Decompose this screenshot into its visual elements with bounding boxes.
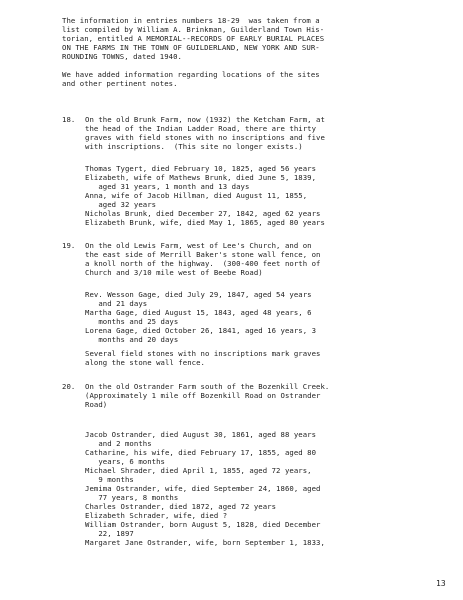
burial-line: Jacob Ostrander, died August 30, 1861, aged 88 years	[85, 430, 317, 439]
intro-line: ROUNDING TOWNS, dated 1940.	[62, 52, 182, 61]
burial-line: Charles Ostrander, died 1872, aged 72 years	[85, 502, 277, 511]
intro-line: The information in entries numbers 18-29 was taken from a	[62, 16, 320, 25]
burial-line: aged 31 years, 1 month and 13 days	[85, 182, 250, 191]
burial-line: Martha Gage, died August 15, 1843, aged 48 years, 6	[85, 308, 312, 317]
burial-line: 77 years, 8 months	[85, 493, 179, 502]
burial-line: Elizabeth Schrader, wife, died ?	[85, 511, 228, 520]
burial-line: Elizabeth, wife of Mathews Brunk, died June 5, 1839,	[85, 173, 317, 182]
entry-desc-line: On the old Brunk Farm, now (1932) the Ketcham Farm, at	[85, 115, 325, 124]
page-number: 13	[436, 579, 446, 588]
note-line: and other pertinent notes.	[62, 79, 178, 88]
entry-desc-line: Church and 3/10 mile west of Beebe Road)	[85, 268, 263, 277]
note-line: We have added information regarding locations of the sites	[62, 70, 320, 79]
entry-desc-line: graves with field stones with no inscriptions and five	[85, 133, 325, 142]
burial-line: Michael Shrader, died April 1, 1855, aged 72 years,	[85, 466, 312, 475]
burial-line: Lorena Gage, died October 26, 1841, aged 16 years, 3	[85, 326, 317, 335]
burial-line: Jemima Ostrander, wife, died September 24, 1860, aged	[85, 484, 321, 493]
burial-line: Rev. Wesson Gage, died July 29, 1847, aged 54 years	[85, 290, 312, 299]
burial-line: William Ostrander, born August 5, 1828, died December	[85, 520, 321, 529]
entry-number: 20.	[62, 382, 76, 391]
burial-line: and 2 months	[85, 439, 152, 448]
burial-line: Margaret Jane Ostrander, wife, born September 1, 1833,	[85, 538, 325, 547]
burial-line: aged 32 years	[85, 200, 157, 209]
burial-line: Catharine, his wife, died February 17, 1855, aged 80	[85, 448, 317, 457]
intro-line: list compiled by William A. Brinkman, Guilderland Town His-	[62, 25, 325, 34]
entry-desc-line: Road)	[85, 400, 108, 409]
entry-footer-line: along the stone wall fence.	[85, 358, 205, 367]
burial-line: Anna, wife of Jacob Hillman, died August 11, 1855,	[85, 191, 308, 200]
burial-line: Nicholas Brunk, died December 27, 1842, aged 62 years	[85, 209, 321, 218]
intro-line: ON THE FARMS IN THE TOWN OF GUILDERLAND, NEW YORK AND SUR-	[62, 43, 320, 52]
entry-number: 19.	[62, 241, 76, 250]
entry-desc-line: a knoll north of the highway. (300-400 feet north of	[85, 259, 321, 268]
entry-desc-line: the east side of Merrill Baker's stone wall fence, on	[85, 250, 321, 259]
burial-line: months and 25 days	[85, 317, 179, 326]
burial-line: Elizabeth Brunk, wife, died May 1, 1865, aged 80 years	[85, 218, 325, 227]
entry-desc-line: with inscriptions. (This site no longer exists.)	[85, 142, 303, 151]
entry-desc-line: the head of the Indian Ladder Road, there are thirty	[85, 124, 317, 133]
burial-line: months and 20 days	[85, 335, 179, 344]
entry-desc-line: On the old Lewis Farm, west of Lee's Church, and on	[85, 241, 312, 250]
burial-line: Thomas Tygert, died February 10, 1825, aged 56 years	[85, 164, 317, 173]
intro-line: torian, entitled A MEMORIAL--RECORDS OF EARLY BURIAL PLACES	[62, 34, 325, 43]
burial-line: years, 6 months	[85, 457, 165, 466]
entry-number: 18.	[62, 115, 76, 124]
burial-line: and 21 days	[85, 299, 148, 308]
burial-line: 9 months	[85, 475, 134, 484]
entry-desc-line: On the old Ostrander Farm south of the Bozenkill Creek.	[85, 382, 330, 391]
entry-footer-line: Several field stones with no inscriptions mark graves	[85, 349, 321, 358]
burial-line: 22, 1897	[85, 529, 134, 538]
entry-desc-line: (Approximately 1 mile off Bozenkill Road on Ostrander	[85, 391, 321, 400]
